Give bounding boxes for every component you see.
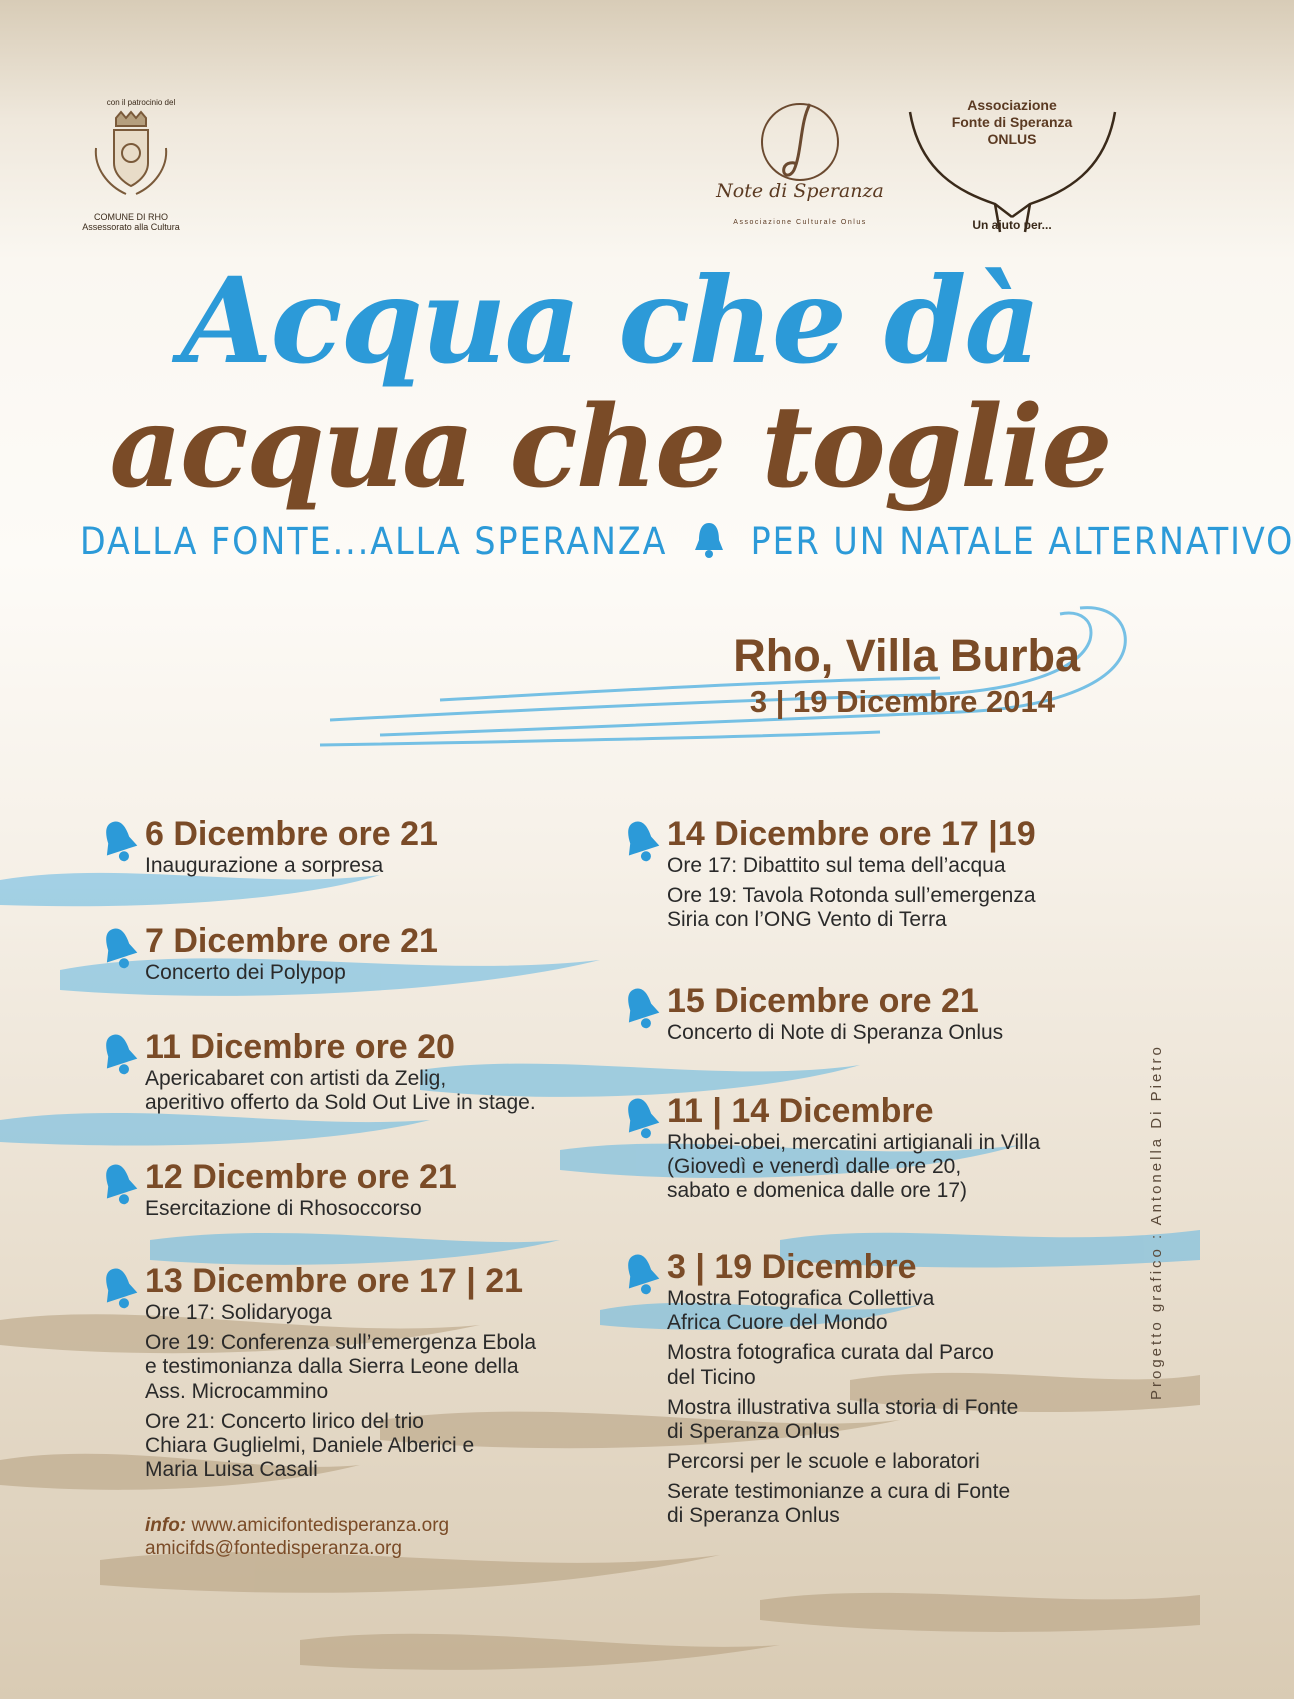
comune-subtitle: Assessorato alla Cultura	[82, 222, 180, 233]
event-card	[667, 982, 1003, 1051]
info-label: info:	[145, 1515, 187, 1536]
comune-crest-logo	[86, 108, 176, 206]
bell-icon	[621, 984, 661, 1032]
event-detail: Ore 19: Tavola Rotonda sull’emergenza	[667, 884, 1036, 908]
event-detail: Ore 17: Dibattito sul tema dell’acqua	[667, 854, 1006, 878]
event-heading: 3 | 19 Dicembre	[667, 1248, 917, 1286]
main-title-line-2: acqua che toglie	[109, 382, 1111, 513]
event-detail: Maria Luisa Casali	[145, 1457, 318, 1481]
event-detail: Mostra fotografica curata dal Parco	[667, 1341, 994, 1365]
event-detail: Siria con l’ONG Vento di Terra	[667, 908, 947, 932]
patronage-label: con il patrocinio del	[106, 98, 176, 107]
bell-icon	[99, 924, 139, 972]
event-detail: Inaugurazione a sorpresa	[145, 854, 384, 878]
fonte-title-line-3: ONLUS	[987, 131, 1037, 148]
event-card	[145, 922, 438, 991]
event-detail: Africa Cuore del Mondo	[667, 1311, 888, 1335]
event-detail: (Giovedì e venerdì dalle ore 20,	[667, 1155, 962, 1179]
event-card	[667, 815, 1036, 939]
email-link[interactable]: amicifds@fontedisperanza.org	[145, 1537, 402, 1559]
bell-icon	[621, 1094, 661, 1142]
event-detail: Ore 21: Concerto lirico del trio	[145, 1409, 424, 1433]
event-card	[145, 1028, 536, 1121]
bell-icon	[99, 1030, 139, 1078]
tagline-left: DALLA FONTE...ALLA SPERANZA	[80, 520, 668, 563]
event-heading: 14 Dicembre ore 17 |19	[667, 815, 1036, 853]
event-detail: Ore 19: Conferenza sull’emergenza Ebola	[145, 1331, 537, 1355]
note-di-speranza-logo	[690, 92, 890, 232]
tagline	[80, 520, 1294, 563]
event-detail: Concerto di Note di Speranza Onlus	[667, 1021, 1004, 1045]
event-dates: 3 | 19 Dicembre 2014	[749, 684, 1055, 719]
event-heading: 15 Dicembre ore 21	[667, 982, 979, 1020]
event-heading: 7 Dicembre ore 21	[145, 922, 438, 960]
event-heading: 11 Dicembre ore 20	[145, 1028, 455, 1066]
event-detail: di Speranza Onlus	[667, 1419, 840, 1443]
event-detail: aperitivo offerto da Sold Out Live in stage.	[145, 1091, 536, 1115]
fonte-di-speranza-tagline: Un aiuto per...	[972, 218, 1052, 232]
event-heading: 13 Dicembre ore 17 | 21	[145, 1262, 524, 1300]
event-detail: Percorsi per le scuole e laboratori	[667, 1449, 980, 1473]
event-detail: Mostra Fotografica Collettiva	[667, 1287, 935, 1311]
fonte-title-line-2: Fonte di Speranza	[951, 114, 1073, 131]
event-detail: Ass. Microcammino	[145, 1379, 329, 1403]
event-heading: 6 Dicembre ore 21	[145, 815, 438, 853]
main-title-line-1: Acqua che dà	[180, 251, 1039, 390]
fonte-di-speranza-title	[912, 97, 1112, 148]
note-di-speranza-subtitle: Associazione Culturale Onlus	[733, 219, 867, 226]
fonte-title-line-1: Associazione	[967, 97, 1057, 113]
event-card	[667, 1092, 1040, 1210]
event-detail: Mostra illustrativa sulla storia di Fonte	[667, 1395, 1019, 1419]
event-card	[145, 1158, 457, 1227]
tagline-right: PER UN NATALE ALTERNATIVO	[750, 520, 1294, 563]
venue-title: Rho, Villa Burba	[733, 630, 1080, 681]
event-card	[145, 815, 438, 884]
event-detail: Ore 17: Solidaryoga	[145, 1301, 332, 1325]
event-heading: 12 Dicembre ore 21	[145, 1158, 457, 1196]
event-detail: Esercitazione di Rhosoccorso	[145, 1197, 422, 1221]
website-link[interactable]: www.amicifontedisperanza.org	[191, 1515, 450, 1536]
bell-icon	[99, 817, 139, 865]
event-detail: del Ticino	[667, 1365, 756, 1389]
event-detail: di Speranza Onlus	[667, 1504, 840, 1528]
bell-icon	[621, 1250, 661, 1298]
comune-label	[56, 212, 206, 233]
event-detail: e testimonianza dalla Sierra Leone della	[145, 1355, 519, 1379]
event-detail: Serate testimonianze a cura di Fonte	[667, 1480, 1011, 1504]
event-card	[145, 1262, 536, 1488]
event-heading: 11 | 14 Dicembre	[667, 1092, 934, 1130]
contact-info	[145, 1515, 449, 1561]
note-di-speranza-name: Note di Speranza	[716, 180, 884, 202]
bell-icon	[621, 817, 661, 865]
event-card	[667, 1248, 1018, 1534]
event-detail: Concerto dei Polypop	[145, 961, 346, 985]
comune-name: COMUNE DI RHO	[94, 212, 168, 222]
design-credit: Progetto grafico : Antonella Di Pietro	[1148, 1044, 1165, 1400]
event-detail: Rhobei-obei, mercatini artigianali in Villa	[667, 1131, 1041, 1155]
event-detail: Apericabaret con artisti da Zelig,	[145, 1067, 447, 1091]
bell-icon	[692, 520, 726, 560]
bell-icon	[99, 1264, 139, 1312]
bell-icon	[99, 1160, 139, 1208]
event-detail: sabato e domenica dalle ore 17)	[667, 1179, 968, 1203]
event-detail: Chiara Guglielmi, Daniele Alberici e	[145, 1433, 475, 1457]
